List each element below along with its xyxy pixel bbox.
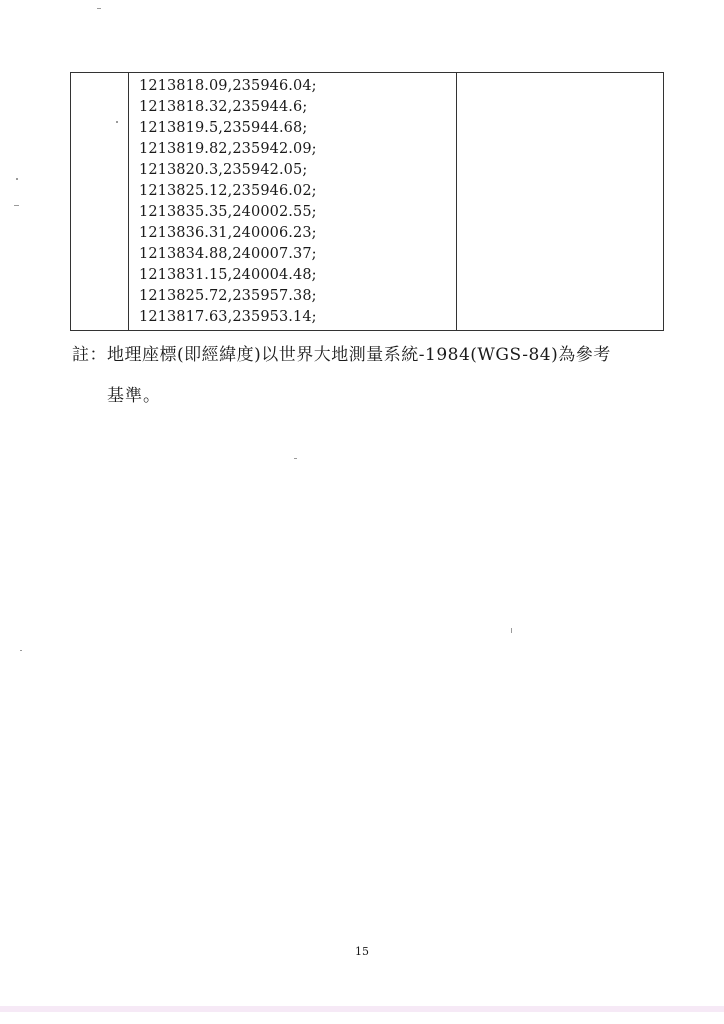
- label-cell: [71, 73, 129, 331]
- coordinate-line: 1213818.09,235946.04;: [139, 78, 317, 94]
- coordinate-line: 1213835.35,240002.55;: [139, 204, 317, 220]
- scan-edge-tint: [0, 1006, 724, 1012]
- coordinate-line: 1213825.72,235957.38;: [139, 288, 317, 304]
- coordinate-line: 1213819.82,235942.09;: [139, 141, 317, 157]
- scan-speck: [294, 458, 297, 459]
- scan-speck: [20, 650, 22, 651]
- coordinate-line: 1213817.63,235953.14;: [139, 309, 317, 325]
- coordinate-line: 1213820.3,235942.05;: [139, 162, 308, 178]
- scan-speck: [14, 205, 19, 206]
- coordinate-table: [70, 72, 664, 331]
- coordinate-line: 1213836.31,240006.23;: [139, 225, 317, 241]
- note-text-continued: 基準。: [107, 386, 161, 406]
- coordinate-line: 1213825.12,235946.02;: [139, 183, 317, 199]
- table-row: [71, 73, 664, 331]
- remarks-cell: [457, 73, 664, 331]
- coordinate-line: 1213831.15,240004.48;: [139, 267, 317, 283]
- note-text: 註：地理座標(即經緯度)以世界大地測量系統-1984(WGS-84)為參考: [72, 345, 611, 365]
- scan-speck: [116, 121, 118, 123]
- coordinate-list: [129, 73, 456, 330]
- coordinates-cell: [129, 73, 457, 331]
- scan-speck: [97, 8, 101, 9]
- coordinate-line: 1213834.88,240007.37;: [139, 246, 317, 262]
- page-number: 15: [355, 945, 369, 958]
- scan-speck: [511, 628, 512, 633]
- scan-speck: [16, 178, 18, 180]
- coordinate-line: 1213818.32,235944.6;: [139, 99, 308, 115]
- coordinate-line: 1213819.5,235944.68;: [139, 120, 308, 136]
